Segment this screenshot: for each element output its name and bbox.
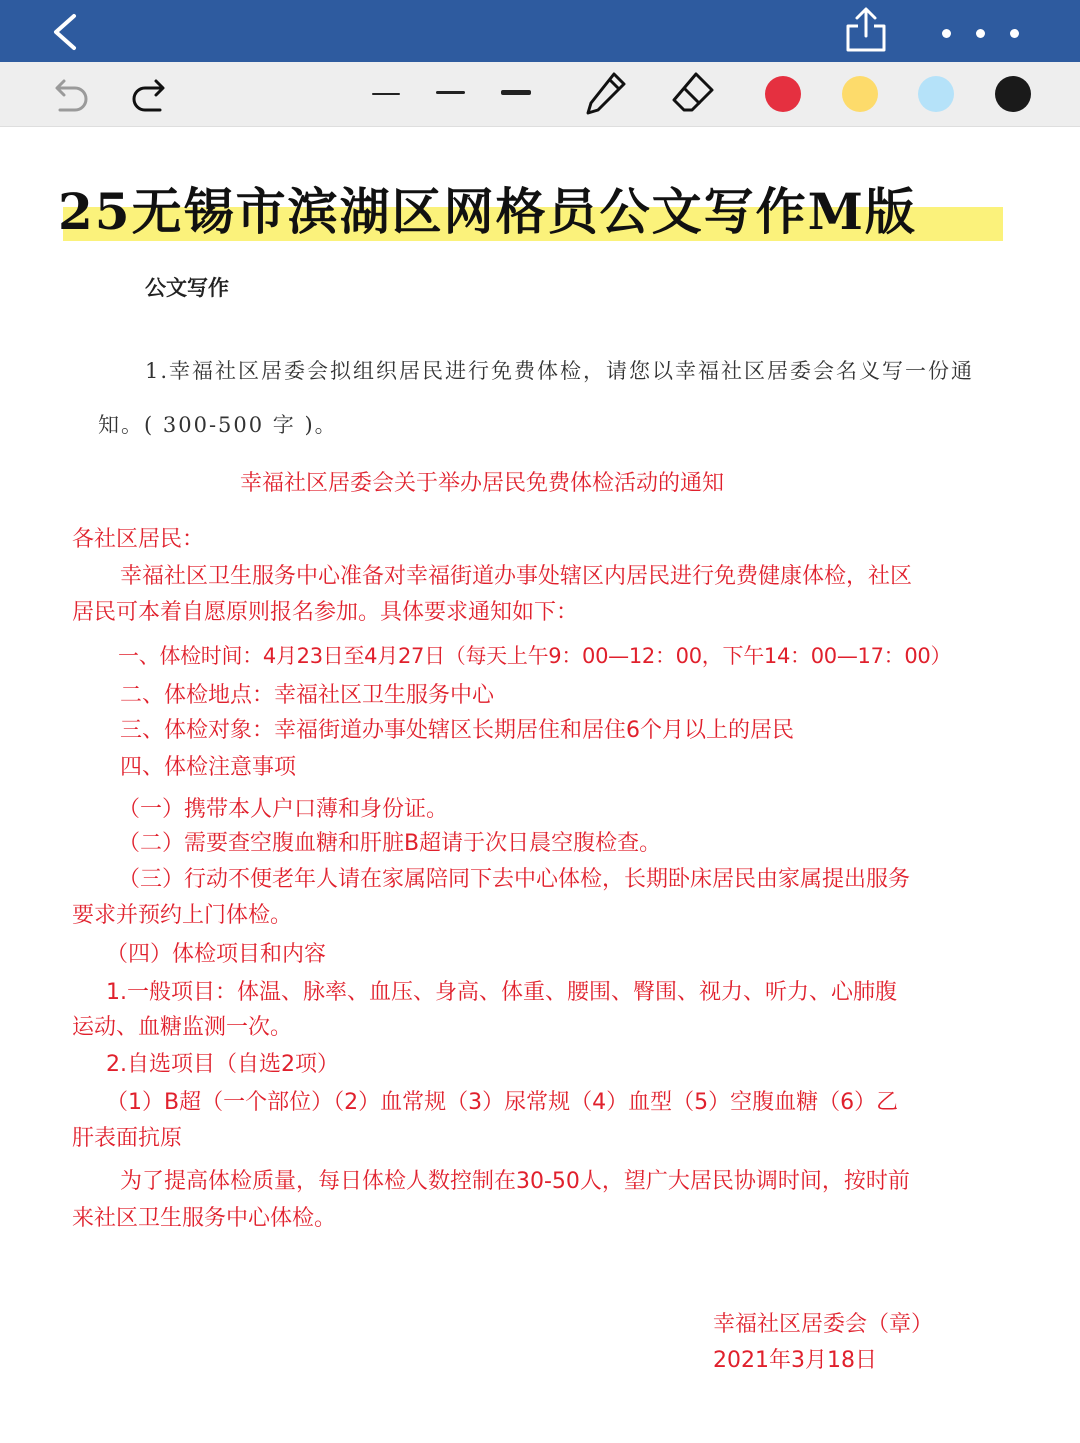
document-title: 25无锡市滨湖区网格员公文写作M版 (58, 182, 917, 241)
answer-general-line-1: 1.一般项目：体温、脉率、血压、身高、体重、腰围、臀围、视力、听力、心肺腹 (106, 980, 897, 1005)
document-page (0, 127, 1080, 1443)
answer-optional-line-2: 肝表面抗原 (72, 1126, 183, 1151)
answer-item-4: 四、体检注意事项 (120, 755, 297, 780)
color-red-swatch[interactable] (765, 76, 801, 112)
pencil-icon[interactable] (584, 70, 630, 118)
line-thin-button[interactable] (372, 90, 402, 98)
answer-optional-line-1: （1）B超（一个部位）（2）血常规（3）尿常规（4）血型（5）空腹血糖（6）乙 (106, 1090, 899, 1115)
answer-note-4: （四）体检项目和内容 (106, 942, 327, 967)
redo-icon[interactable] (128, 76, 172, 112)
answer-signature: 幸福社区居委会（章） (713, 1312, 934, 1337)
answer-closing-line-2: 来社区卫生服务中心体检。 (72, 1206, 337, 1231)
question-line-1: 1.幸福社区居委会拟组织居民进行免费体检，请您以幸福社区居委会名义写一份通 (145, 359, 975, 383)
color-yellow-swatch[interactable] (842, 76, 878, 112)
answer-optional-title: 2.自选项目（自选2项） (106, 1052, 339, 1077)
answer-item-3: 三、体检对象：幸福街道办事处辖区长期居住和居住6个月以上的居民 (120, 718, 794, 743)
answer-salutation: 各社区居民： (72, 527, 205, 552)
answer-heading: 幸福社区居委会关于举办居民免费体检活动的通知 (240, 471, 725, 496)
answer-date: 2021年3月18日 (713, 1348, 877, 1373)
answer-intro-line-2: 居民可本着自愿原则报名参加。具体要求通知如下： (72, 600, 579, 625)
document-subtitle: 公文写作 (145, 276, 229, 300)
chevron-left-icon[interactable] (44, 10, 88, 54)
answer-item-1: 一、体检时间：4月23日至4月27日（每天上午9：00—12：00，下午14：00—17：00） (118, 644, 952, 668)
color-lightblue-swatch[interactable] (918, 76, 954, 112)
line-thick-button[interactable] (501, 88, 533, 98)
question-line-2: 知。( 300-500 字 )。 (98, 413, 338, 437)
top-nav-bar (0, 0, 1080, 62)
answer-general-line-2: 运动、血糖监测一次。 (72, 1015, 293, 1040)
more-icon[interactable] (935, 0, 1035, 62)
answer-note-3-line-1: （三）行动不便老年人请在家属陪同下去中心体检，长期卧床居民由家属提出服务 (118, 867, 911, 892)
answer-intro-line-1: 幸福社区卫生服务中心准备对幸福街道办事处辖区内居民进行免费健康体检，社区 (120, 564, 913, 589)
answer-note-3-line-2: 要求并预约上门体检。 (72, 903, 293, 928)
color-black-swatch[interactable] (995, 76, 1031, 112)
eraser-icon[interactable] (670, 70, 716, 116)
undo-icon[interactable] (48, 76, 92, 112)
answer-item-2: 二、体检地点：幸福社区卫生服务中心 (120, 683, 495, 708)
share-icon[interactable] (844, 6, 888, 54)
answer-note-2: （二）需要查空腹血糖和肝脏B超请于次日晨空腹检查。 (118, 831, 662, 856)
line-medium-button[interactable] (436, 89, 466, 97)
answer-note-1: （一）携带本人户口薄和身份证。 (118, 797, 449, 822)
answer-closing-line-1: 为了提高体检质量，每日体检人数控制在30-50人，望广大居民协调时间，按时前 (120, 1169, 910, 1194)
